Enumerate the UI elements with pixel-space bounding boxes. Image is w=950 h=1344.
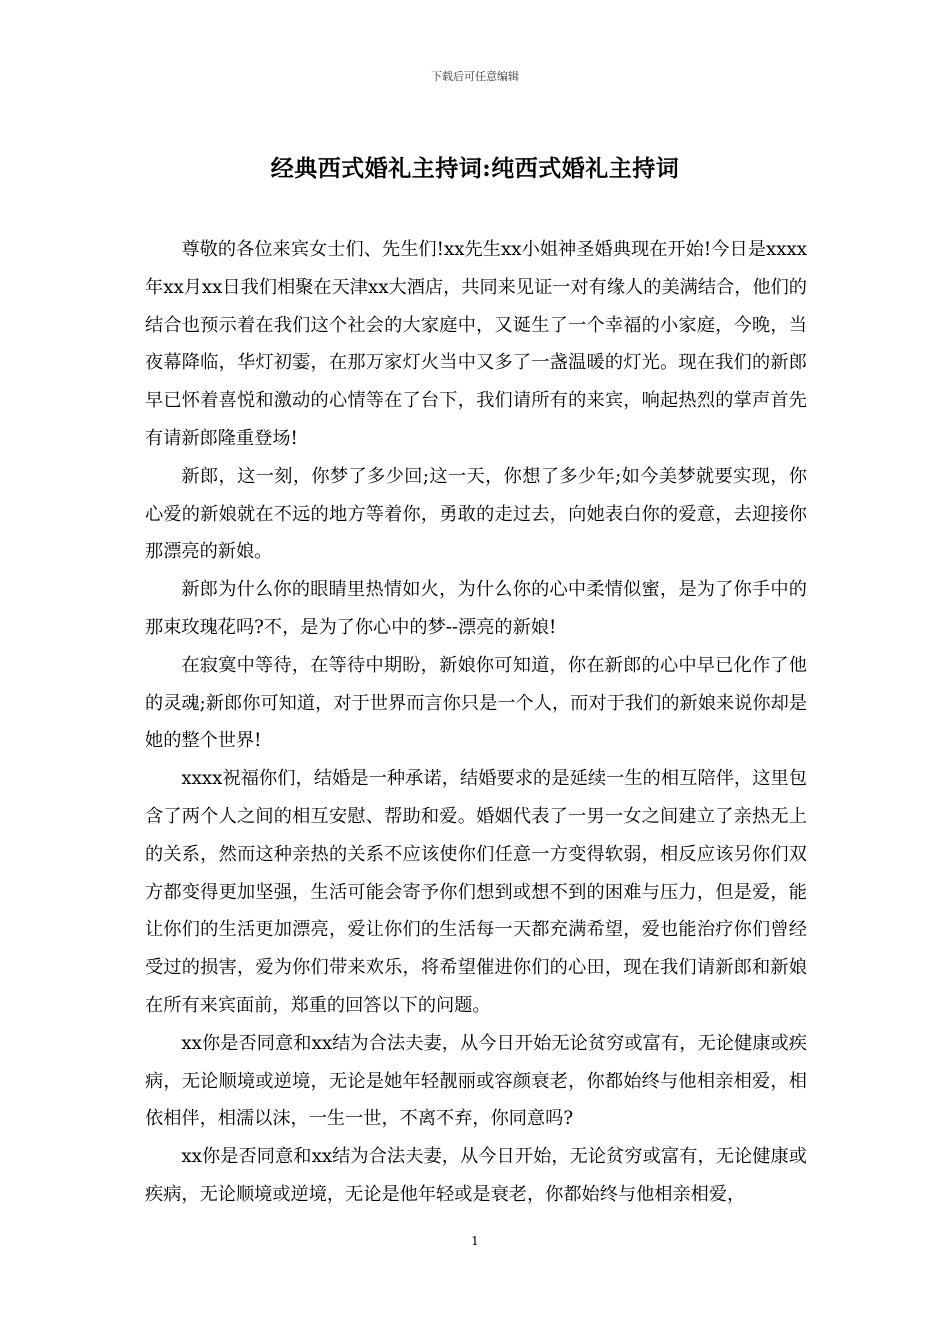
page-number: 1 — [471, 1234, 479, 1248]
paragraph: xx你是否同意和xx结为合法夫妻，从今日开始，无论贫穷或富有，无论健康或疾病，无论顺境或逆境，无论是他年轻或是衰老，你都始终与他相亲相爱， — [145, 1146, 807, 1205]
document-title: 经典西式婚礼主持词:纯西式婚礼主持词 — [270, 155, 680, 182]
paragraph: 新郎，这一刻，你梦了多少回;这一天，你想了多少年;如今美梦就要实现，你心爱的新娘就在不远的地方等着你，勇敢的走过去，向她表白你的爱意，去迎接你那漂亮的新娘。 — [145, 465, 807, 563]
paragraph: xxxx祝福你们，结婚是一种承诺，结婚要求的是延续一生的相互陪伴，这里包含了两个人之间的相互安慰、帮助和爱。婚姻代表了一男一女之间建立了亲热无上的关系，然而这种亲热的关系不应该使你们任意一方变得软弱，相反应该另你们双方都变得更加坚强，生活可能会寄予你们想到或想不到的困难与压力，但是爱，能让你们的生活更加漂亮，爱让你们的生活每一天都充满希望，爱也能治疗你们曾经受过的损害，爱为你们带来欢乐，将希望催进你们的心田，现在我们请新郎和新娘在所有来宾面前，郑重的回答以下的问题。 — [145, 768, 807, 1016]
header-note: 下载后可任意编辑 — [431, 70, 519, 83]
paragraph: 尊敬的各位来宾女士们、先生们!xx先生xx小姐神圣婚典现在开始!今日是xxxx年xx月xx日我们相聚在天津xx大酒店，共同来见证一对有缘人的美满结合，他们的结合也预示着在我们这个社会的大家庭中，又诞生了一个幸福的小家庭，今晚，当夜幕降临，华灯初霎，在那万家灯火当中又多了一盏温暖的灯光。现在我们的新郎早已怀着喜悦和激动的心情等在了台下，我们请所有的来宾，响起热烈的掌声首先有请新郎隆重登场! — [145, 239, 807, 449]
document-body — [145, 231, 807, 1214]
paragraph: 在寂寞中等待，在等待中期盼，新娘你可知道，你在新郎的心中早已化作了他的灵魂;新郎你可知道，对于世界而言你只是一个人，而对于我们的新娘来说你却是她的整个世界! — [145, 654, 807, 752]
paragraph: xx你是否同意和xx结为合法夫妻，从今日开始无论贫穷或富有，无论健康或疾病，无论顺境或逆境，无论是她年轻靓丽或容颜衰老，你都始终与他相亲相爱，相依相伴，相濡以沫，一生一世，不离不弃，你同意吗? — [145, 1032, 807, 1130]
paragraph: 新郎为什么你的眼睛里热情如火，为什么你的心中柔情似蜜，是为了你手中的那束玫瑰花吗?不，是为了你心中的梦--漂亮的新娘! — [145, 579, 807, 638]
